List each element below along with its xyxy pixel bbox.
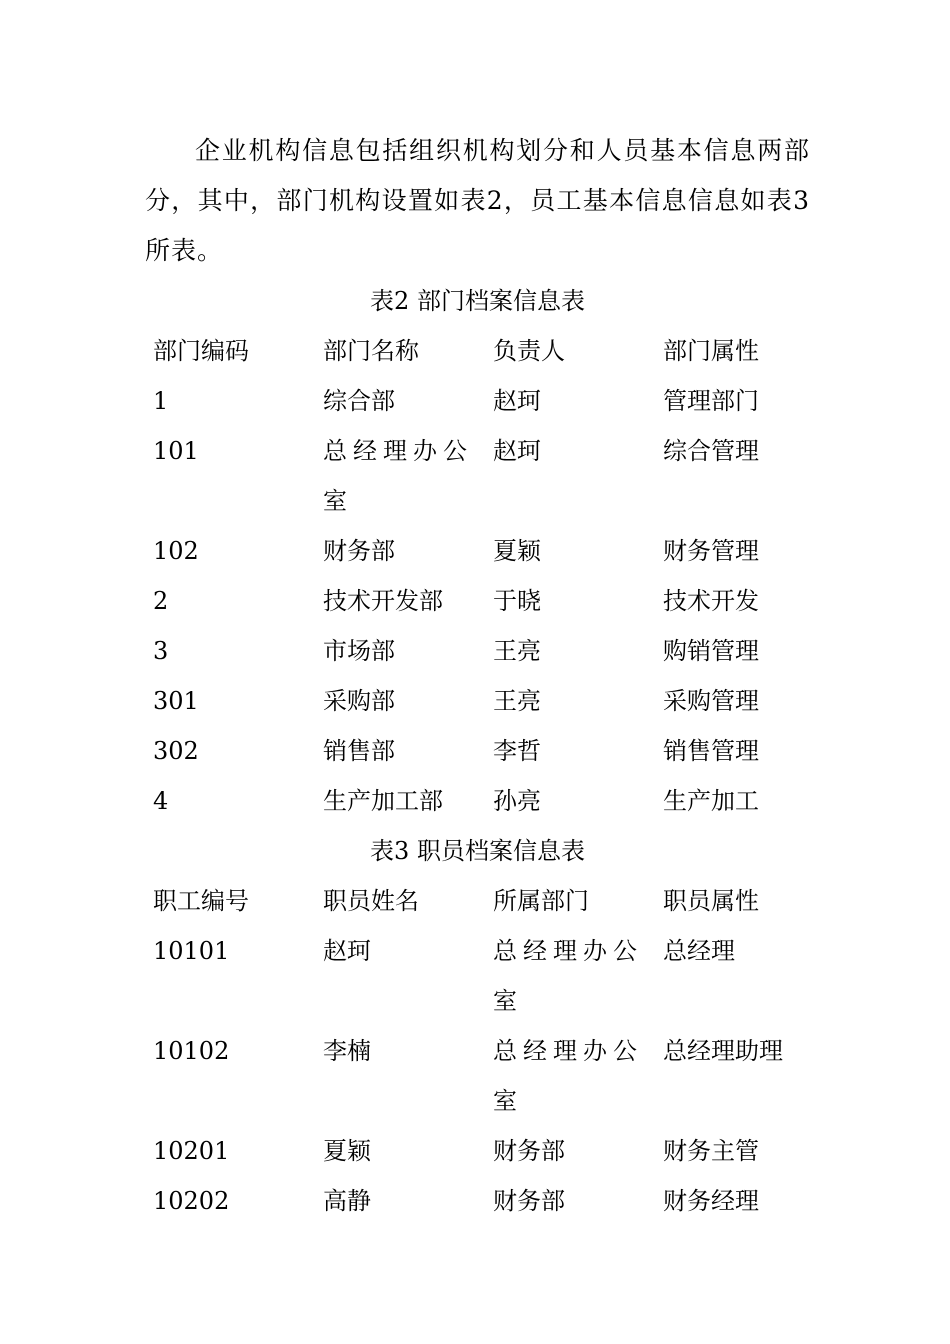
staff-name: 赵珂 bbox=[323, 937, 371, 965]
dept-name: 综合部 bbox=[323, 387, 395, 415]
dept-name: 市场部 bbox=[323, 637, 395, 665]
dept-code: 302 bbox=[153, 737, 199, 765]
dept-type: 销售管理 bbox=[663, 737, 759, 765]
header-cell: 职工编号 bbox=[153, 887, 249, 915]
dept-head: 王亮 bbox=[493, 637, 541, 665]
staff-dept: 总经理办公室 bbox=[493, 937, 643, 1015]
table-header-row bbox=[143, 876, 823, 926]
dept-name: 销售部 bbox=[323, 737, 395, 765]
dept-head: 赵珂 bbox=[493, 387, 541, 415]
document-page bbox=[145, 126, 810, 1226]
dept-type: 生产加工 bbox=[663, 787, 759, 815]
dept-name: 技术开发部 bbox=[323, 587, 443, 615]
dept-code: 301 bbox=[153, 687, 199, 715]
table-header-row bbox=[143, 326, 823, 376]
table-row bbox=[143, 1026, 823, 1126]
dept-name: 采购部 bbox=[323, 687, 395, 715]
header-cell: 所属部门 bbox=[493, 887, 589, 915]
dept-head: 夏颖 bbox=[493, 537, 541, 565]
staff-id: 10201 bbox=[153, 1137, 230, 1165]
table2-caption: 表2 部门档案信息表 bbox=[370, 287, 585, 315]
table-row bbox=[143, 526, 823, 576]
dept-type: 技术开发 bbox=[663, 587, 759, 615]
dept-head: 赵珂 bbox=[493, 437, 541, 465]
staff-dept: 财务部 bbox=[493, 1187, 565, 1215]
dept-code: 1 bbox=[153, 387, 169, 415]
table-row bbox=[143, 776, 823, 826]
dept-type: 财务管理 bbox=[663, 537, 759, 565]
staff-role: 总经理 bbox=[663, 937, 735, 965]
table-row bbox=[143, 726, 823, 776]
staff-dept: 总经理办公室 bbox=[493, 1037, 643, 1115]
staff-id: 10202 bbox=[153, 1187, 230, 1215]
staff-name: 夏颖 bbox=[323, 1137, 371, 1165]
dept-type: 购销管理 bbox=[663, 637, 759, 665]
dept-name: 财务部 bbox=[323, 537, 395, 565]
dept-head: 孙亮 bbox=[493, 787, 541, 815]
dept-head: 于晓 bbox=[493, 587, 541, 615]
header-cell: 部门编码 bbox=[153, 337, 249, 365]
table-row bbox=[143, 1176, 823, 1226]
staff-dept: 财务部 bbox=[493, 1137, 565, 1165]
staff-name: 高静 bbox=[323, 1187, 371, 1215]
dept-code: 3 bbox=[153, 637, 169, 665]
header-cell: 部门属性 bbox=[663, 337, 759, 365]
staff-table bbox=[143, 876, 823, 1226]
header-cell: 职员属性 bbox=[663, 887, 759, 915]
dept-head: 王亮 bbox=[493, 687, 541, 715]
staff-id: 10101 bbox=[153, 937, 230, 965]
table-row bbox=[143, 926, 823, 1026]
staff-role: 总经理助理 bbox=[663, 1037, 783, 1065]
dept-head: 李哲 bbox=[493, 737, 541, 765]
table-row bbox=[143, 676, 823, 726]
header-cell: 部门名称 bbox=[323, 337, 419, 365]
header-cell: 职员姓名 bbox=[323, 887, 419, 915]
intro-paragraph: 企业机构信息包括组织机构划分和人员基本信息两部分，其中，部门机构设置如表2，员工基本信息信息如表3所表。 bbox=[145, 136, 810, 265]
staff-role: 财务经理 bbox=[663, 1187, 759, 1215]
table-row bbox=[143, 376, 823, 426]
header-cell: 负责人 bbox=[493, 337, 565, 365]
table-row bbox=[143, 1126, 823, 1176]
dept-type: 综合管理 bbox=[663, 437, 759, 465]
table3-caption: 表3 职员档案信息表 bbox=[370, 837, 585, 865]
dept-name: 生产加工部 bbox=[323, 787, 443, 815]
dept-code: 101 bbox=[153, 437, 199, 465]
department-table bbox=[143, 326, 823, 826]
dept-code: 102 bbox=[153, 537, 199, 565]
table-row bbox=[143, 626, 823, 676]
staff-role: 财务主管 bbox=[663, 1137, 759, 1165]
dept-type: 采购管理 bbox=[663, 687, 759, 715]
dept-code: 2 bbox=[153, 587, 169, 615]
table-row bbox=[143, 576, 823, 626]
dept-name: 总经理办公室 bbox=[323, 437, 473, 515]
dept-type: 管理部门 bbox=[663, 387, 759, 415]
dept-code: 4 bbox=[153, 787, 169, 815]
table-row bbox=[143, 426, 823, 526]
staff-id: 10102 bbox=[153, 1037, 230, 1065]
staff-name: 李楠 bbox=[323, 1037, 371, 1065]
